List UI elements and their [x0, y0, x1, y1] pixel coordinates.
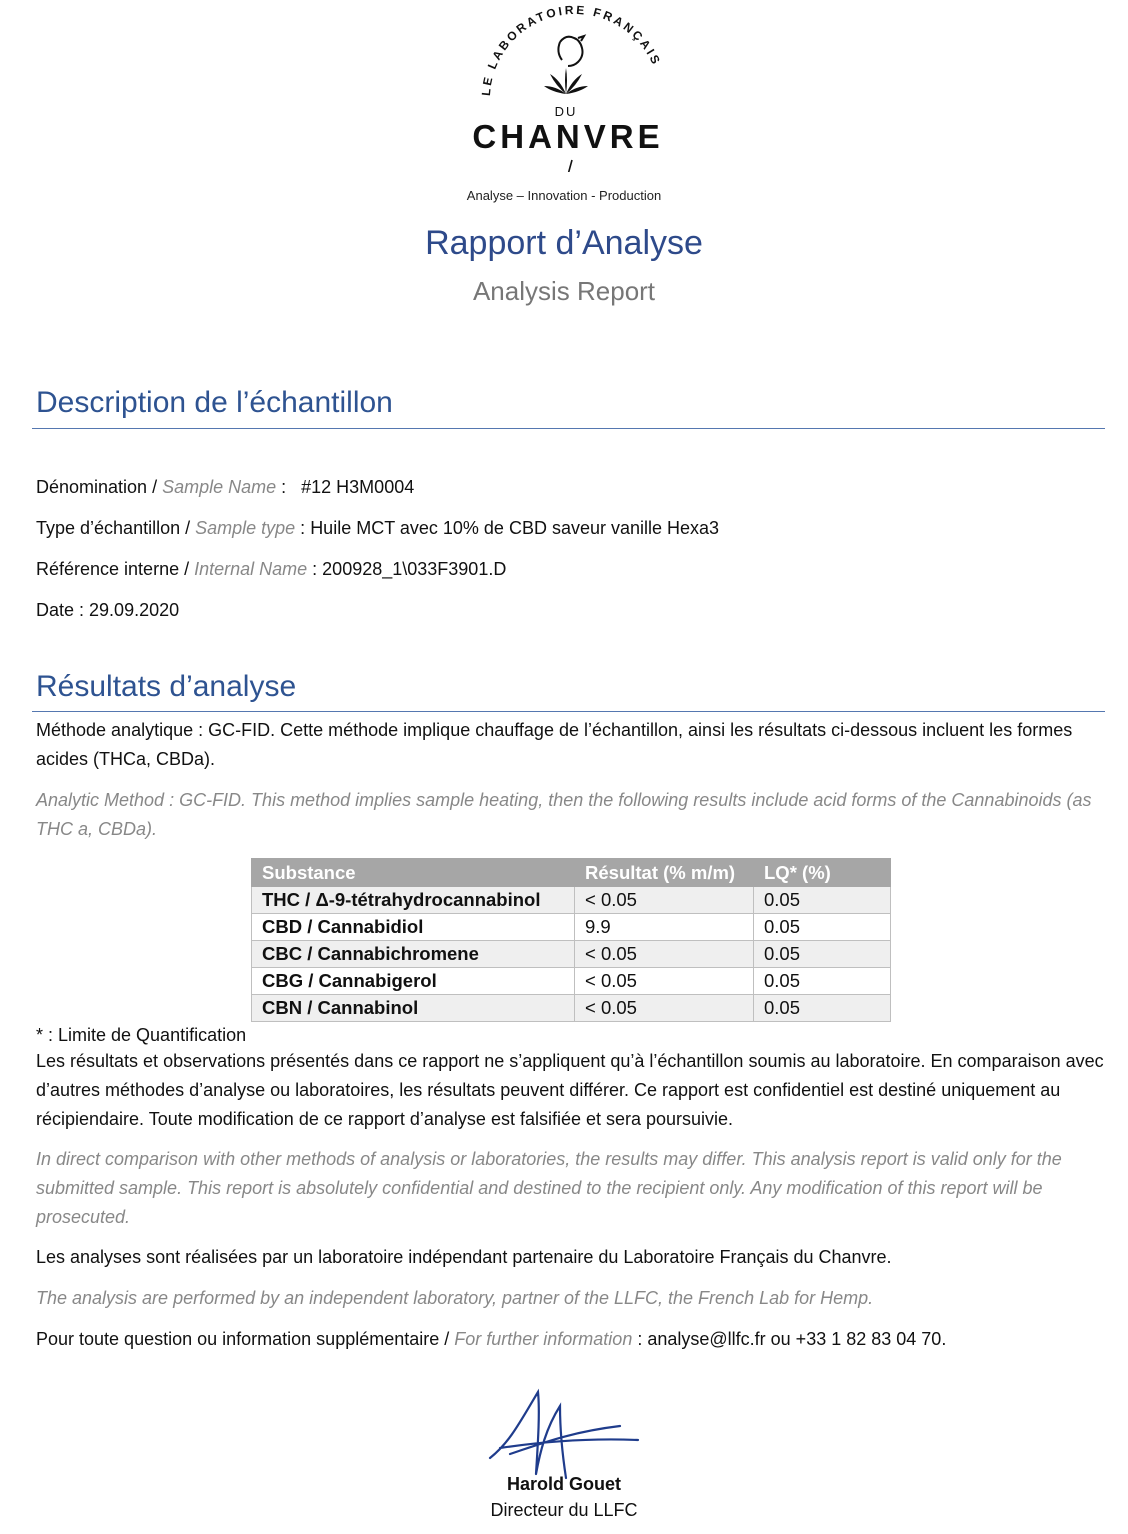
disclaimer-en: In direct comparison with other methods of analysis or laboratories, the results may differ. This analysis report is valid only for the submitted sample. This report is absolutely confidential and destined to the recipient only. Any modification of this report will be prosecuted.: [36, 1149, 1062, 1227]
substance-cell: THC / Δ-9-tétrahydrocannabinol: [252, 887, 575, 914]
sample-name-value: #12 H3M0004: [301, 477, 415, 497]
substance-cell: CBD / Cannabidiol: [252, 914, 575, 941]
sample-name-sep: :: [276, 477, 302, 497]
description-rule: [32, 428, 1105, 429]
sample-type-label: Type d’échantillon /: [36, 518, 196, 538]
table-row: [252, 914, 891, 941]
sample-name-line: [36, 477, 414, 498]
contact-label-en: For further information: [454, 1329, 633, 1349]
internal-ref-line: [36, 559, 506, 580]
results-rule: [32, 711, 1105, 712]
lq-footnote: * : Limite de Quantification: [36, 1025, 247, 1045]
result-cell: < 0.05: [575, 968, 754, 995]
results-heading: Résultats d’analyse: [36, 670, 297, 703]
tagline: Analyse – Innovation - Production: [466, 188, 662, 203]
lq-cell: 0.05: [754, 941, 891, 968]
logo-slash: [566, 160, 572, 172]
rooster-icon: [558, 36, 584, 66]
sample-type-label-en: Sample type: [195, 518, 296, 538]
table-header: Substance: [252, 859, 575, 887]
sample-type-sep: :: [295, 518, 311, 538]
table-header: Résultat (% m/m): [575, 859, 754, 887]
table-header: LQ* (%): [754, 859, 891, 887]
internal-ref-sep: :: [307, 559, 323, 579]
sample-type-value: Huile MCT avec 10% de CBD saveur vanille Hexa3: [310, 518, 720, 538]
internal-ref-label: Référence interne /: [36, 559, 195, 579]
lq-cell: 0.05: [754, 995, 891, 1022]
results-table: [251, 858, 891, 1022]
substance-cell: CBG / Cannabigerol: [252, 968, 575, 995]
table-header-row: [252, 859, 891, 887]
contact-line: [36, 1329, 946, 1350]
internal-ref-label-en: Internal Name: [194, 559, 308, 579]
table-row: [252, 995, 891, 1022]
sample-name-label: Dénomination /: [36, 477, 163, 497]
llfc-logo: [448, 2, 688, 172]
result-cell: < 0.05: [575, 941, 754, 968]
report-subtitle: Analysis Report: [472, 276, 656, 306]
date-label: Date :: [36, 600, 90, 620]
internal-ref-value: 200928_1\033F3901.D: [322, 559, 507, 579]
description-heading: Description de l’échantillon: [36, 386, 393, 419]
contact-value: : analyse@llfc.fr ou +33 1 82 83 04 70.: [632, 1329, 947, 1349]
svg-text:LE LABORATOIRE FRANÇAIS: [479, 3, 664, 97]
lq-cell: 0.05: [754, 914, 891, 941]
signatory-role: Directeur du LLFC: [490, 1500, 638, 1520]
table-row: [252, 941, 891, 968]
lq-cell: 0.05: [754, 887, 891, 914]
sample-type-line: [36, 518, 719, 539]
logo-brand: CHANVRE: [472, 118, 664, 155]
method-fr: Méthode analytique : GC-FID. Cette méthode implique chauffage de l’échantillon, ainsi les résultats ci-dessous incluent les formes acides (THCa, CBDa).: [36, 720, 1073, 769]
date-line: [36, 600, 179, 621]
result-cell: < 0.05: [575, 995, 754, 1022]
contact-label: Pour toute question ou information supplémentaire /: [36, 1329, 455, 1349]
method-en: Analytic Method : GC-FID. This method implies sample heating, then the following results include acid forms of the Cannabinoids (as THC a, CBDa).: [36, 790, 1092, 839]
table-row: [252, 887, 891, 914]
sample-name-label-en: Sample Name: [162, 477, 277, 497]
signatory-name: Harold Gouet: [506, 1474, 621, 1494]
partner-en: The analysis are performed by an independent laboratory, partner of the LLFC, the French Lab for Hemp.: [36, 1288, 874, 1308]
logo-arc-text: LE LABORATOIRE FRANÇAIS: [478, 2, 664, 97]
report-title: Rapport d’Analyse: [425, 224, 703, 262]
lq-cell: 0.05: [754, 968, 891, 995]
substance-cell: CBC / Cannabichromene: [252, 941, 575, 968]
date-value: 29.09.2020: [89, 600, 180, 620]
substance-cell: CBN / Cannabinol: [252, 995, 575, 1022]
table-row: [252, 968, 891, 995]
hemp-leaf-icon: [544, 68, 588, 94]
handwritten-signature: [480, 1382, 650, 1482]
logo-du: DU: [554, 104, 578, 119]
partner-fr: Les analyses sont réalisées par un laboratoire indépendant partenaire du Laboratoire Français du Chanvre.: [36, 1247, 892, 1267]
result-cell: 9.9: [575, 914, 754, 941]
result-cell: < 0.05: [575, 887, 754, 914]
disclaimer-fr: Les résultats et observations présentés dans ce rapport ne s’appliquent qu’à l’échantillon soumis au laboratoire. En comparaison avec d’autres méthodes d’analyse ou laboratoires, les résultats peuvent différer. Ce rapport est confidentiel est destiné uniquement au récipiendaire. Toute modification de ce rapport d’analyse est falsifiée et sera poursuivie.: [36, 1051, 1104, 1129]
